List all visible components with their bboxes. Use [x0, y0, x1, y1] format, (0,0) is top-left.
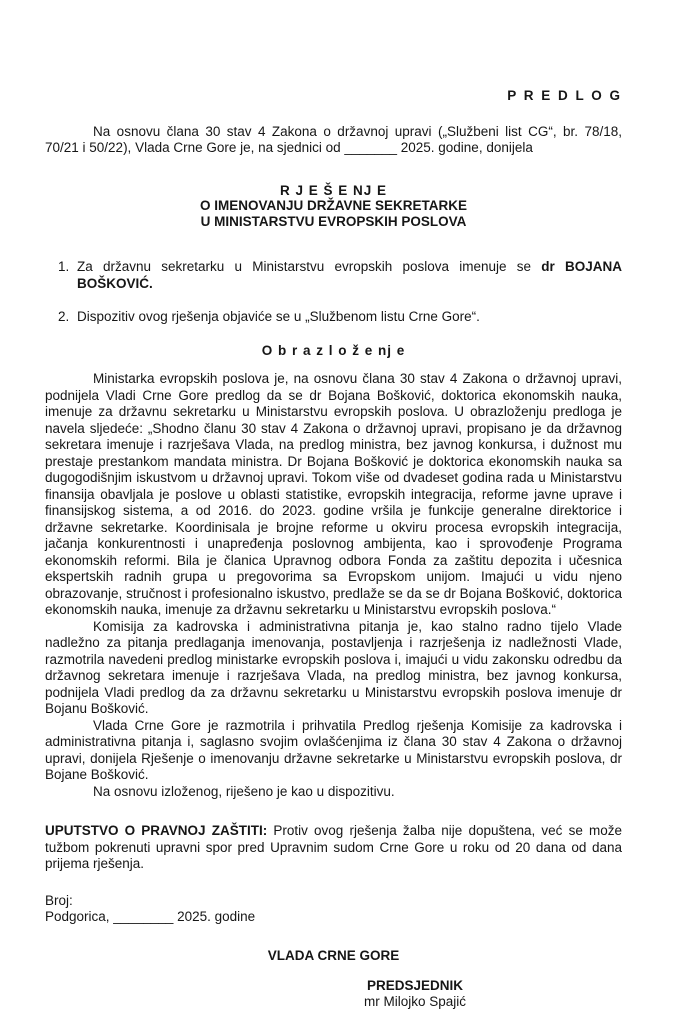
intro-paragraph: Na osnovu člana 30 stav 4 Zakona o državnoj upravi („Službeni list CG“, br. 78/18, 70/21 i 50/22), Vlada Crne Gore je, na sjednici od _______ 2025. godine, donijela: [45, 123, 622, 155]
decision-item-2: [58, 309, 622, 326]
explanation-paragraph-2: Komisija za kadrovska i administrativna pitanja je, kao stalno radno tijelo Vlade nadležno za pitanja predlaganja imenovanja, postavljenja i razrješenja iz nadležnosti Vlade, razmotrila navedeni predlog ministarke evropskih poslova i, imajući u vidu zakonsku odredbu da državnog sekretara imenuje i razrješava Vlada, na predlog ministra, bez javnog konkursa, podnijela Vladi predlog da za državnu sekretarku u Ministarstvu evropskih poslova imenuje dr Bojanu Bošković.: [45, 618, 622, 716]
signature-block: [305, 978, 525, 1010]
legal-remedy-text: Protiv ovog rješenja žalba nije dopuštena, već se može tužbom pokrenuti upravni spor pred Upravnim sudom Crne Gore u roku od 20 dana od dana prijema rješenja.: [45, 823, 622, 871]
reference-number-label: Broj:: [45, 892, 73, 908]
explanation-paragraph-1: Ministarka evropskih poslova je, na osnovu člana 30 stav 4 Zakona o državnoj upravi, podnijela Vladi Crne Gore predlog da se dr Bojana Bošković, doktorica ekonomskih nauka, imenuje za državnu sekretarku u Ministarstvu evropskih poslova. U obrazloženju predloga je navela sljedeće: „Shodno članu 30 stav 4 Zakona o državnoj upravi, propisano je da državnog sekretara imenuje i razrješava Vlada, na predlog ministra, bez javnog konkursa, i dužnost mu prestaje prestankom mandata ministra. Dr Bojana Bošković je doktorica ekonomskih nauka sa dugogodišnjim iskustvom u državnoj upravi. Tokom više od dvadeset godina rada u Ministarstvu finansija obavljala je poslove u oblasti statistike, evropskih integracija, reforme javne uprave i finansijskog sistema, a od 2016. do 2023. godine vršila je funkcije generalne direktorice i državne sekretarke. Koordinisala je brojne reforme u okviru procesa evropskih integracija, jačanja konkurentnosti i unapređenja poslovnog ambijenta, kao i sprovođenje Programa ekonomskih reformi. Bila je članica Upravnog odbora Fonda za zaštitu depozita i učesnica ekspertskih radnih grupa u pregovorima sa Evropskom unijom. Imajući u vidu njeno obrazovanje, stručnost i profesionalno iskustvo, predlaže se da se dr Bojana Bošković, doktorica ekonomskih nauka, imenuje za državnu sekretarku u Ministarstvu evropskih poslova.“: [45, 371, 622, 617]
title-line-3: U MINISTARSTVU EVROPSKIH POSLOVA: [200, 213, 467, 229]
appointee-name: dr BOJANA BOŠKOVIĆ.: [77, 259, 622, 291]
decision-items: [58, 259, 622, 326]
item-number: 1.: [58, 259, 70, 274]
title-line-2: O IMENOVANJU DRŽAVNE SEKRETARKE: [199, 198, 468, 213]
signer-name: mr Milojko Spajić: [363, 994, 467, 1009]
place-and-date: Podgorica, ________ 2025. godine: [45, 909, 256, 924]
issuing-authority: VLADA CRNE GORE: [267, 947, 400, 963]
explanation-body: [45, 371, 622, 800]
item-text-regular: Za državnu sekretarku u Ministarstvu evropskih poslova imenuje se: [77, 259, 542, 274]
footer-reference: [45, 893, 622, 926]
item-text: [77, 259, 622, 292]
explanation-paragraph-4: Na osnovu izloženog, riješeno je kao u dispozitivu.: [93, 783, 395, 799]
signer-title: PREDSJEDNIK: [366, 978, 464, 993]
item-text-regular: Dispozitiv ovog rješenja objaviće se u „Službenom listu Crne Gore“.: [77, 309, 480, 324]
document-title: [45, 183, 622, 230]
item-number: 2.: [58, 309, 70, 324]
section-heading-obrazlozenje: O b r a z l o ž e nj e: [261, 342, 406, 358]
legal-remedy-paragraph: [45, 823, 622, 873]
decision-item-1: [58, 259, 622, 292]
document-tag: P R E D L O G: [507, 88, 622, 103]
title-line-1: R J E Š E NJ E: [279, 182, 388, 198]
legal-remedy-label: UPUTSTVO O PRAVNOJ ZAŠTITI:: [45, 823, 268, 838]
explanation-paragraph-3: Vlada Crne Gore je razmotrila i prihvatila Predlog rješenja Komisije za kadrovska i administrativna pitanja i, saglasno svojim ovlašćenjima iz člana 30 stav 4 Zakona o državnoj upravi, donijela Rješenje o imenovanju državne sekretarke u Ministarstvu evropskih poslova, dr Bojane Bošković.: [45, 717, 622, 782]
item-text: [77, 309, 622, 326]
